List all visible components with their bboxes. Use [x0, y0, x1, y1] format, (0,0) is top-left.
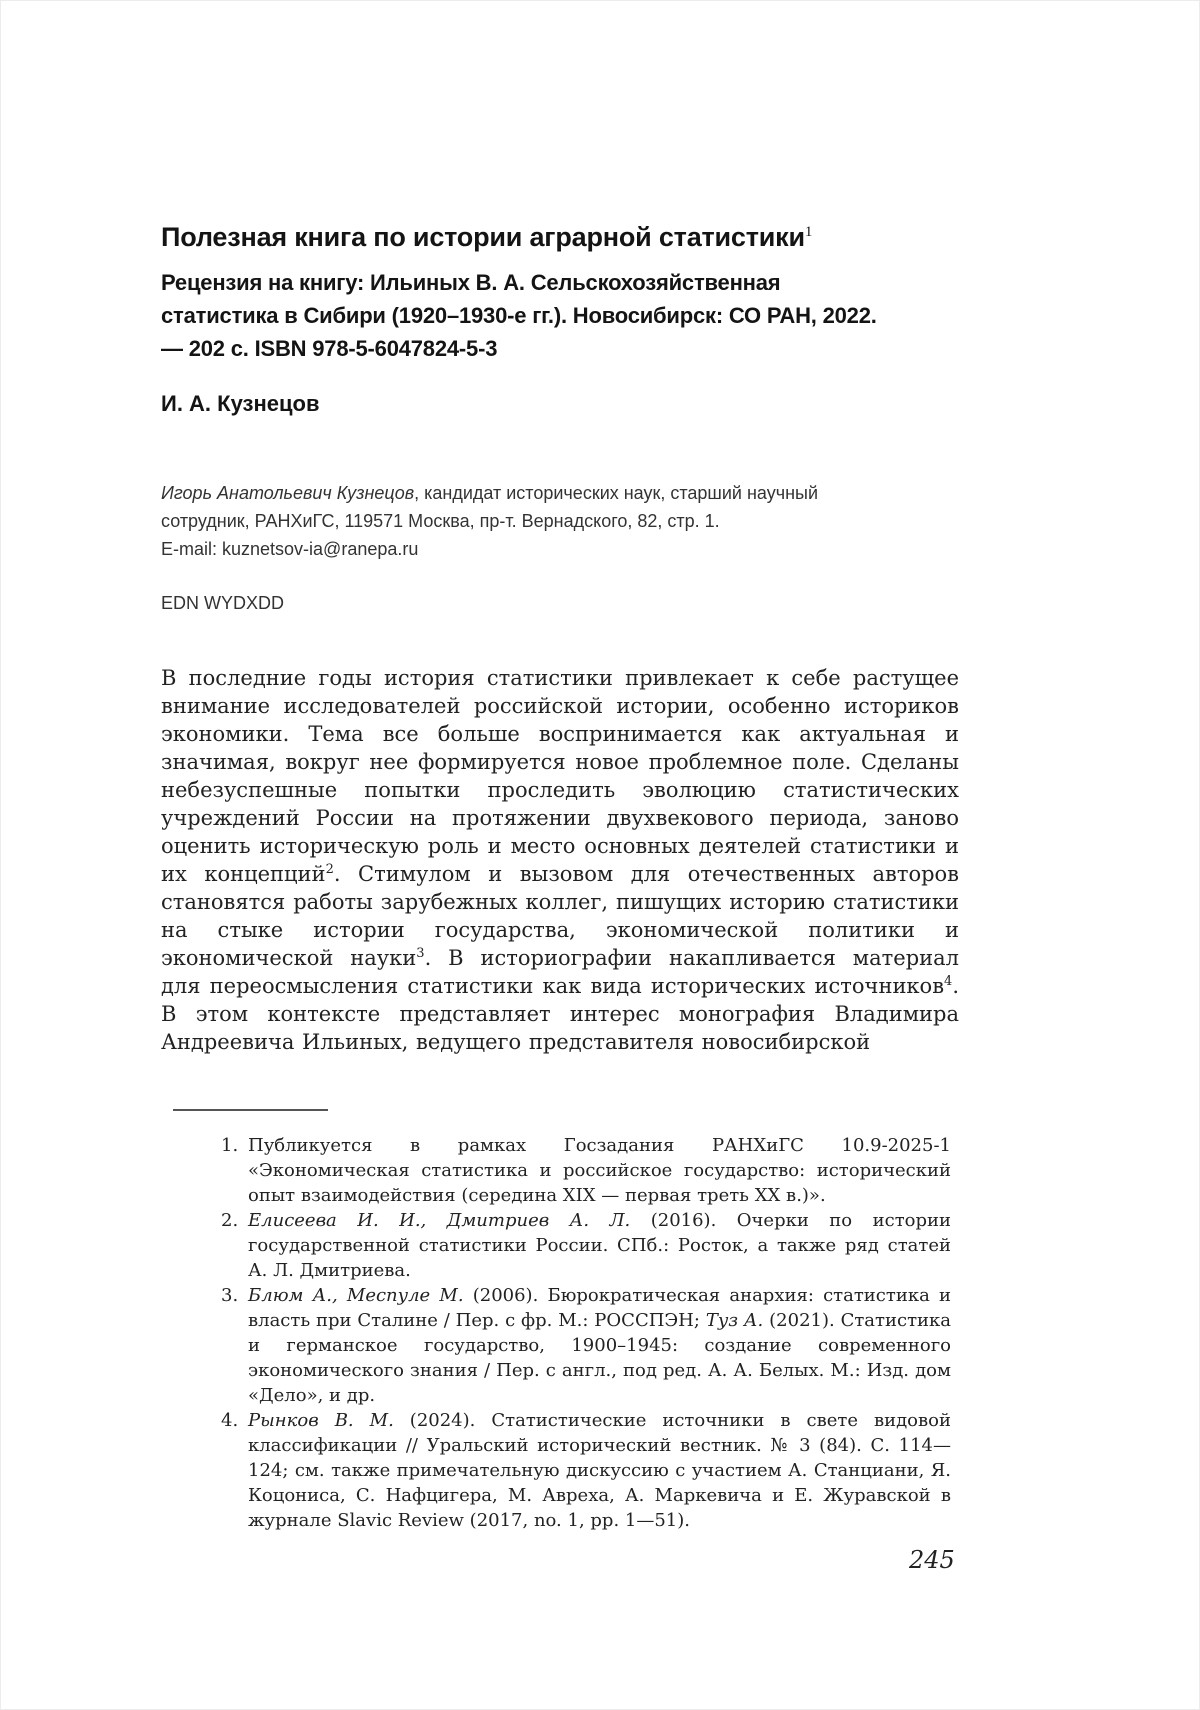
footnote-text: Рынков В. М. (2024). Статистические источники в свете видовой классификации // Уральский исторический вестник. № 3 (84). С. 114—124; см. также примечательную дискуссию с участием А. Станциани, Я. Коцониса, С. Нафцигера, М. Авреха, А. Маркевича и Е. Журавской в журнале Slavic Review (2017, no. 1, pp. 1—51). [248, 1410, 951, 1531]
author-details: , кандидат исторических наук, старший научный сотрудник, РАНХиГС, 119571 Москва, пр-т. Вернадского, 82, стр. 1. [161, 483, 819, 531]
footnote-text: Публикуется в рамках Госзадания РАНХиГС 10.9-2025-1 «Экономическая статистика и российское государство: исторический опыт взаимодействия (середина XIX — первая треть XX в.)». [248, 1135, 951, 1206]
footnote-item-1 [161, 1133, 951, 1208]
footnote-number: 2. [221, 1210, 239, 1231]
author-full-name: Игорь Анатольевич Кузнецов [161, 483, 415, 503]
footnote-number: 4. [221, 1410, 239, 1431]
footnote-divider [173, 1109, 328, 1111]
article-title [161, 221, 959, 253]
edn-code: EDN WYDXDD [161, 593, 285, 613]
article-title-text: Полезная книга по истории аграрной статистики [161, 222, 805, 252]
article-header-and-body [161, 221, 959, 1056]
footnote-number: 3. [221, 1285, 239, 1306]
footnote-text: Блюм А., Меспуле М. (2006). Бюрократическая анархия: статистика и власть при Сталине / Пер. с фр. М.: РОССПЭН; Туз А. (2021). Статистика и германское государство, 1900–1945: создание современного экономического знания / Пер. с англ., под ред. А. А. Белых. М.: Изд. дом «Дело», и др. [248, 1285, 952, 1406]
footnote-text: Елисеева И. И., Дмитриев А. Л. (2016). Очерки по истории государственной статистики России. СПб.: Росток, а также ряд статей А. Л. Дмитриева. [248, 1210, 952, 1281]
footnote-item-2 [161, 1208, 951, 1283]
body-paragraph: В последние годы история статистики привлекает к себе растущее внимание исследователей российской истории, особенно историков экономики. Тема все больше воспринимается как актуальная и значимая, вокруг нее формируется новое проблемное поле. Сделаны небезуспешные попытки проследить эволюцию статистических учреждений России на протяжении двухвекового периода, заново оценить историческую роль и место основных деятелей статистики и их концепций$^2$. Стимулом и вызовом для отечественных авторов становятся работы зарубежных коллег, пишущих историю статистики на стыке истории государства, экономической политики и экономической науки$^3$. В историографии накапливается материал для переосмысления статистики как вида исторических источников$^4$. В этом контексте представляет интерес монография Владимира Андреевича Ильиных, ведущего представителя новосибирской [161, 666, 959, 1054]
footnote-item-3 [161, 1283, 951, 1408]
title-footnote-marker: 1 [804, 224, 813, 240]
page-number: 245 [909, 1546, 955, 1574]
author-name: И. А. Кузнецов [161, 391, 320, 416]
article-subtitle: Рецензия на книгу: Ильиных В. А. Сельскохозяйственная статистика в Сибири (1920–1930-е гг.). Новосибирск: СО РАН, 2022. — 202 с. ISBN 978-5-6047824-5-3 [161, 270, 877, 361]
author-affiliation [161, 479, 861, 563]
footnote-block [161, 1109, 959, 1533]
footnote-item-4 [161, 1408, 951, 1533]
footnote-list [161, 1133, 959, 1533]
author-email: E-mail: kuznetsov-ia@ranepa.ru [161, 539, 419, 559]
footnote-number: 1. [221, 1135, 239, 1156]
